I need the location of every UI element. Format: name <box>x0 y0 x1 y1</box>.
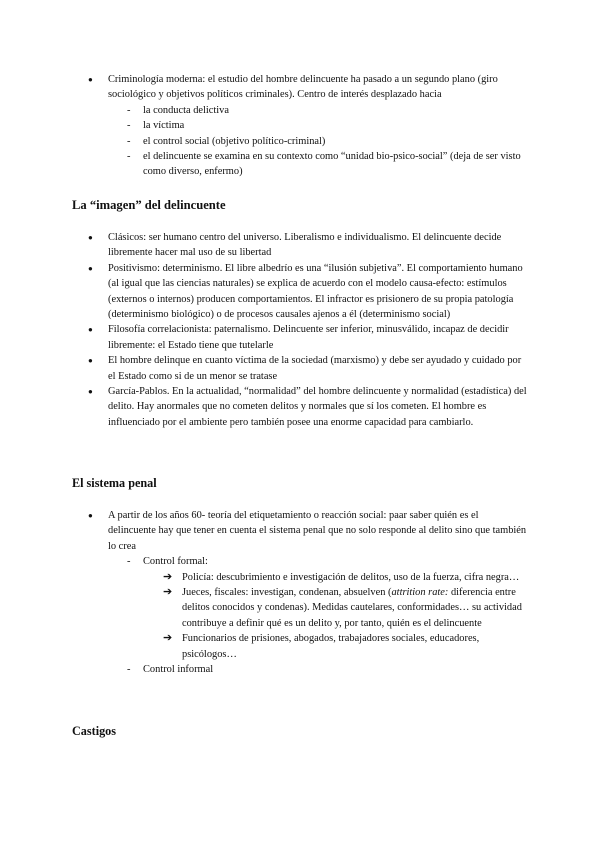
arrow-item-text: Funcionarios de prisiones, abogados, trabajadores sociales, educadores, psicólogos… <box>182 633 480 660</box>
bullet-text: Clásicos: ser humano centro del universo. Liberalismo e individualismo. El delincuente decide libremente hacer mal uso de su libertad <box>108 232 502 259</box>
dash-marker: - <box>127 104 131 116</box>
bullet-marker <box>88 72 93 87</box>
list-item <box>0 384 528 430</box>
sub-list-item <box>0 134 525 149</box>
sub-list-item <box>0 118 525 133</box>
intro-section <box>0 72 600 180</box>
bullet-text: García-Pablos. En la actualidad, “normalidad” del hombre delincuente y normalidad (estadística) del delito. Hay anormales que no cometen delitos y normales que sí los cometen. El hombre es influenciado por el ambiente pero también posee una enorme capacidad para cambiarlo. <box>108 386 527 428</box>
bullet-marker <box>88 322 93 337</box>
section-heading-castigos: Castigos <box>72 724 117 738</box>
control-formal-label: Control formal: <box>143 556 208 568</box>
arrow-icon: ➔ <box>163 586 173 599</box>
list-item <box>0 353 528 384</box>
list-item <box>0 322 528 353</box>
bullet-text: Filosofía correlacionista: paternalismo. Delincuente ser inferior, minusválido, incapaz de decidir libremente: el Estado tiene que tutelarle <box>108 324 509 351</box>
sub-list-item <box>0 662 525 677</box>
arrow-list-item <box>0 585 527 631</box>
arrow-list-item <box>0 631 527 662</box>
arrow-icon: ➔ <box>163 632 173 645</box>
imagen-section <box>0 230 600 430</box>
list-item <box>0 261 528 323</box>
bullet-marker <box>88 353 93 368</box>
bullet-marker <box>88 384 93 399</box>
bullet-text: Criminología moderna: el estudio del hombre delincuente ha pasado a un segundo plano (giro sociológico y objetivos políticos criminales). Centro de interés desplazado hacia <box>108 74 498 101</box>
sub-list-item <box>0 103 525 118</box>
bullet-marker <box>88 230 93 245</box>
section-heading-sistema: El sistema penal <box>72 476 157 490</box>
arrow-icon: ➔ <box>163 570 173 583</box>
bullet-text: Positivismo: determinismo. El libre albedrío es una “ilusión subjetiva”. El comportamiento humano (al igual que las ciencias naturales) se explica de acuerdo con el modelo causa-efecto: estímulos (externos o internos) producen comportamientos. El infractor es prisionero de su propia patología (determinismo biológico) o de procesos causales ajenos a él (determinismo social) <box>108 262 523 321</box>
list-item <box>0 72 528 103</box>
dash-marker: - <box>127 151 131 163</box>
arrow-item-text-post: diferencia entre delitos conocidos y condenas). Medidas cautelares, conformidades… su actividad contribuye a definir qué es un delito y, por tanto, quién es el delincuente <box>182 587 522 629</box>
bullet-marker <box>88 508 93 523</box>
sub-item-text: el delincuente se examina en su contexto como “unidad bio-psico-social” (deja de ser visto como diverso, enfermo) <box>143 151 521 178</box>
arrow-list-item <box>0 570 527 585</box>
dash-marker: - <box>127 664 131 676</box>
arrow-item-text-italic: attrition rate: <box>391 587 449 599</box>
control-informal-label: Control informal <box>143 664 214 676</box>
arrow-item-text-pre: Jueces, fiscales: investigan, condenan, absuelven ( <box>182 587 392 599</box>
sub-list-item <box>0 554 525 569</box>
sistema-section <box>0 508 600 677</box>
sub-list-item <box>0 149 525 180</box>
dash-marker: - <box>127 135 131 147</box>
arrow-item-text: Policía: descubrimiento e investigación de delitos, uso de la fuerza, cifra negra… <box>182 571 520 583</box>
list-item <box>0 230 528 261</box>
dash-marker: - <box>127 120 131 132</box>
dash-marker: - <box>127 556 131 568</box>
bullet-marker <box>88 261 93 276</box>
bullet-text: A partir de los años 60- teoría del etiquetamiento o reacción social: paar saber quién es el delincuente hay que tener en cuenta el sistema penal que no solo responde al delito sino que también lo crea <box>108 510 527 552</box>
sub-item-text: la conducta delictiva <box>143 104 229 116</box>
section-heading-imagen: La “imagen” del delincuente <box>72 198 226 212</box>
sub-item-text: la víctima <box>143 120 185 132</box>
bullet-text: El hombre delinque en cuanto víctima de la sociedad (marxismo) y debe ser ayudado y cuidado por el Estado como si de un menor se tratase <box>108 355 522 382</box>
list-item <box>0 508 528 554</box>
sub-item-text: el control social (objetivo político-criminal) <box>143 135 326 147</box>
